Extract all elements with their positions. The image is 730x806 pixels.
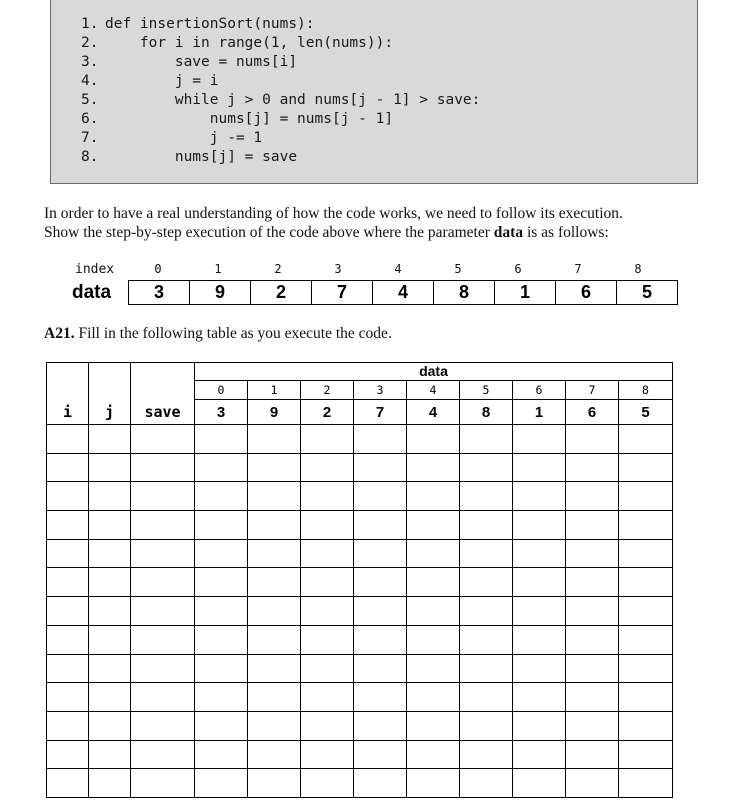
table-cell[interactable] — [47, 539, 89, 568]
code-listing — [50, 0, 698, 184]
array-value: 9 — [190, 281, 251, 305]
table-cell[interactable] — [89, 453, 131, 482]
table-cell[interactable] — [131, 453, 195, 482]
table-cell[interactable] — [248, 683, 301, 712]
table-cell[interactable] — [513, 539, 566, 568]
table-cell[interactable] — [89, 711, 131, 740]
table-cell[interactable] — [407, 539, 460, 568]
table-cell[interactable] — [566, 625, 619, 654]
table-index: 0 — [195, 381, 248, 400]
table-cell[interactable] — [354, 482, 407, 511]
table-cell[interactable] — [301, 597, 354, 626]
table-cell[interactable] — [619, 539, 673, 568]
data-array — [128, 280, 678, 305]
table-cell[interactable] — [248, 769, 301, 798]
table-cell[interactable] — [47, 625, 89, 654]
table-cell[interactable] — [513, 482, 566, 511]
table-cell[interactable] — [566, 711, 619, 740]
table-cell[interactable] — [195, 539, 248, 568]
table-cell[interactable] — [248, 511, 301, 540]
question-a21: A21. Fill in the following table as you execute the code. — [44, 325, 392, 342]
table-cell[interactable] — [619, 597, 673, 626]
table-cell[interactable] — [566, 539, 619, 568]
table-cell[interactable] — [619, 711, 673, 740]
table-cell[interactable] — [301, 711, 354, 740]
table-cell[interactable] — [248, 625, 301, 654]
table-cell[interactable] — [89, 654, 131, 683]
table-cell[interactable] — [47, 425, 89, 454]
table-cell[interactable] — [131, 711, 195, 740]
table-cell[interactable] — [131, 597, 195, 626]
table-cell[interactable] — [47, 453, 89, 482]
table-cell[interactable] — [460, 711, 513, 740]
table-row — [47, 683, 673, 712]
table-cell[interactable] — [195, 597, 248, 626]
table-cell[interactable] — [47, 511, 89, 540]
array-index: 7 — [574, 262, 582, 276]
table-cell[interactable] — [354, 625, 407, 654]
table-cell[interactable] — [248, 740, 301, 769]
table-initial-value: 8 — [460, 400, 513, 425]
table-cell[interactable] — [195, 740, 248, 769]
table-cell[interactable] — [195, 511, 248, 540]
table-cell[interactable] — [566, 511, 619, 540]
table-cell[interactable] — [47, 654, 89, 683]
table-row — [47, 482, 673, 511]
array-value: 2 — [251, 281, 312, 305]
table-cell[interactable] — [619, 568, 673, 597]
table-cell[interactable] — [195, 482, 248, 511]
table-cell[interactable] — [131, 511, 195, 540]
array-value: 4 — [373, 281, 434, 305]
table-cell[interactable] — [89, 740, 131, 769]
array-index: 2 — [274, 262, 282, 276]
table-cell[interactable] — [619, 425, 673, 454]
table-cell[interactable] — [354, 597, 407, 626]
table-cell[interactable] — [195, 683, 248, 712]
column-header-data: data — [195, 363, 673, 381]
table-cell[interactable] — [619, 654, 673, 683]
table-cell[interactable] — [301, 769, 354, 798]
data-label: data — [72, 282, 112, 303]
array-value: 7 — [312, 281, 373, 305]
table-initial-value: 4 — [407, 400, 460, 425]
code-line: 8. nums[j] = save — [81, 149, 298, 165]
table-cell[interactable] — [89, 568, 131, 597]
table-cell[interactable] — [407, 568, 460, 597]
table-cell[interactable] — [354, 568, 407, 597]
table-cell[interactable] — [460, 482, 513, 511]
code-line: 6. nums[j] = nums[j - 1] — [81, 111, 394, 127]
array-index: 6 — [514, 262, 522, 276]
table-cell[interactable] — [195, 625, 248, 654]
table-cell[interactable] — [407, 625, 460, 654]
table-row — [47, 769, 673, 798]
table-cell[interactable] — [301, 625, 354, 654]
code-line: 4. j = i — [81, 73, 219, 89]
table-cell[interactable] — [195, 654, 248, 683]
table-cell[interactable] — [89, 769, 131, 798]
table-cell[interactable] — [47, 740, 89, 769]
table-cell[interactable] — [354, 654, 407, 683]
table-cell[interactable] — [47, 482, 89, 511]
table-cell[interactable] — [131, 568, 195, 597]
table-cell[interactable] — [460, 769, 513, 798]
table-cell[interactable] — [195, 425, 248, 454]
intro-line-1: In order to have a real understanding of how the code works, we need to follow its execution. — [44, 205, 623, 222]
table-row — [47, 625, 673, 654]
table-cell[interactable] — [407, 711, 460, 740]
table-cell[interactable] — [354, 425, 407, 454]
table-cell[interactable] — [301, 740, 354, 769]
table-cell[interactable] — [513, 711, 566, 740]
table-initial-value: 2 — [301, 400, 354, 425]
array-index: 3 — [334, 262, 342, 276]
table-cell[interactable] — [513, 568, 566, 597]
table-row — [47, 425, 673, 454]
table-cell[interactable] — [89, 683, 131, 712]
table-cell[interactable] — [195, 769, 248, 798]
table-cell[interactable] — [513, 740, 566, 769]
column-header-j: j — [89, 363, 131, 425]
table-row — [47, 511, 673, 540]
table-cell[interactable] — [47, 769, 89, 798]
table-cell[interactable] — [407, 654, 460, 683]
table-cell[interactable] — [248, 453, 301, 482]
table-cell[interactable] — [131, 654, 195, 683]
table-cell[interactable] — [131, 539, 195, 568]
table-cell[interactable] — [460, 597, 513, 626]
table-initial-value: 9 — [248, 400, 301, 425]
table-cell[interactable] — [619, 625, 673, 654]
table-row — [47, 654, 673, 683]
table-index: 1 — [248, 381, 301, 400]
table-cell[interactable] — [619, 769, 673, 798]
table-cell[interactable] — [131, 683, 195, 712]
table-cell[interactable] — [195, 568, 248, 597]
table-cell[interactable] — [460, 539, 513, 568]
table-cell[interactable] — [407, 482, 460, 511]
table-row — [47, 568, 673, 597]
column-header-save: save — [131, 363, 195, 425]
table-cell[interactable] — [248, 482, 301, 511]
table-cell[interactable] — [460, 654, 513, 683]
table-cell[interactable] — [566, 654, 619, 683]
table-cell[interactable] — [195, 711, 248, 740]
table-cell[interactable] — [407, 511, 460, 540]
table-cell[interactable] — [47, 711, 89, 740]
table-cell[interactable] — [354, 453, 407, 482]
array-index: 8 — [634, 262, 642, 276]
array-index: 5 — [454, 262, 462, 276]
table-initial-value: 7 — [354, 400, 407, 425]
table-cell[interactable] — [460, 511, 513, 540]
table-cell[interactable] — [131, 482, 195, 511]
table-cell[interactable] — [301, 425, 354, 454]
array-value: 6 — [556, 281, 617, 305]
table-initial-value: 3 — [195, 400, 248, 425]
table-cell[interactable] — [301, 482, 354, 511]
table-cell[interactable] — [354, 511, 407, 540]
table-cell[interactable] — [566, 769, 619, 798]
table-cell[interactable] — [407, 769, 460, 798]
table-cell[interactable] — [460, 683, 513, 712]
table-index: 5 — [460, 381, 513, 400]
table-index: 6 — [513, 381, 566, 400]
array-index: 0 — [154, 262, 162, 276]
table-index: 2 — [301, 381, 354, 400]
table-cell[interactable] — [566, 453, 619, 482]
table-cell[interactable] — [513, 597, 566, 626]
table-cell[interactable] — [354, 740, 407, 769]
table-row — [47, 711, 673, 740]
table-cell[interactable] — [513, 511, 566, 540]
table-cell[interactable] — [566, 425, 619, 454]
code-line: 5. while j > 0 and nums[j - 1] > save: — [81, 92, 481, 108]
table-cell[interactable] — [513, 625, 566, 654]
table-cell[interactable] — [131, 740, 195, 769]
table-cell[interactable] — [619, 740, 673, 769]
table-cell[interactable] — [248, 568, 301, 597]
table-cell[interactable] — [460, 625, 513, 654]
table-cell[interactable] — [619, 453, 673, 482]
code-line: 2. for i in range(1, len(nums)): — [81, 35, 394, 51]
array-index: 4 — [394, 262, 402, 276]
table-row — [47, 740, 673, 769]
table-cell[interactable] — [407, 740, 460, 769]
table-row — [47, 597, 673, 626]
array-value: 3 — [129, 281, 190, 305]
table-cell[interactable] — [513, 453, 566, 482]
table-cell[interactable] — [407, 453, 460, 482]
table-cell[interactable] — [354, 711, 407, 740]
table-cell[interactable] — [407, 597, 460, 626]
table-cell[interactable] — [89, 539, 131, 568]
table-cell[interactable] — [131, 625, 195, 654]
table-cell[interactable] — [460, 740, 513, 769]
table-row — [47, 539, 673, 568]
table-cell[interactable] — [301, 511, 354, 540]
table-cell[interactable] — [248, 539, 301, 568]
table-cell[interactable] — [89, 425, 131, 454]
table-cell[interactable] — [566, 482, 619, 511]
table-cell[interactable] — [513, 425, 566, 454]
table-cell[interactable] — [513, 654, 566, 683]
table-cell[interactable] — [460, 453, 513, 482]
intro-paragraph — [44, 204, 704, 242]
table-cell[interactable] — [460, 425, 513, 454]
table-cell[interactable] — [248, 654, 301, 683]
table-cell[interactable] — [354, 769, 407, 798]
array-value: 8 — [434, 281, 495, 305]
table-cell[interactable] — [195, 453, 248, 482]
table-cell[interactable] — [407, 683, 460, 712]
table-cell[interactable] — [89, 597, 131, 626]
table-cell[interactable] — [47, 683, 89, 712]
table-cell[interactable] — [301, 539, 354, 568]
table-cell[interactable] — [566, 740, 619, 769]
table-cell[interactable] — [354, 683, 407, 712]
code-line: 3. save = nums[i] — [81, 54, 298, 70]
table-cell[interactable] — [301, 654, 354, 683]
table-cell[interactable] — [301, 453, 354, 482]
table-index: 7 — [566, 381, 619, 400]
table-cell[interactable] — [248, 597, 301, 626]
index-label: index — [75, 262, 115, 277]
table-index: 4 — [407, 381, 460, 400]
table-index: 8 — [619, 381, 673, 400]
table-cell[interactable] — [513, 683, 566, 712]
table-cell[interactable] — [566, 568, 619, 597]
code-line: 1. def insertionSort(nums): — [81, 16, 315, 32]
table-cell[interactable] — [460, 568, 513, 597]
table-cell[interactable] — [566, 683, 619, 712]
table-cell[interactable] — [513, 769, 566, 798]
table-initial-value: 1 — [513, 400, 566, 425]
table-cell[interactable] — [619, 683, 673, 712]
table-cell[interactable] — [354, 539, 407, 568]
table-cell[interactable] — [89, 625, 131, 654]
table-cell[interactable] — [47, 597, 89, 626]
table-cell[interactable] — [89, 511, 131, 540]
array-index: 1 — [214, 262, 222, 276]
table-index: 3 — [354, 381, 407, 400]
array-value: 5 — [617, 281, 678, 305]
trace-table — [46, 362, 673, 798]
table-cell[interactable] — [47, 568, 89, 597]
table-cell[interactable] — [131, 425, 195, 454]
table-cell[interactable] — [407, 425, 460, 454]
column-header-i: i — [47, 363, 89, 425]
array-value: 1 — [495, 281, 556, 305]
table-initial-value: 6 — [566, 400, 619, 425]
table-cell[interactable] — [131, 769, 195, 798]
table-cell[interactable] — [619, 482, 673, 511]
table-cell[interactable] — [301, 683, 354, 712]
code-line: 7. j -= 1 — [81, 130, 263, 146]
table-cell[interactable] — [301, 568, 354, 597]
table-initial-value: 5 — [619, 400, 673, 425]
table-cell[interactable] — [566, 597, 619, 626]
table-cell[interactable] — [619, 511, 673, 540]
table-cell[interactable] — [89, 482, 131, 511]
table-cell[interactable] — [248, 711, 301, 740]
intro-line-2: Show the step-by-step execution of the code above where the parameter data is as follows: — [44, 224, 609, 241]
table-cell[interactable] — [248, 425, 301, 454]
table-row — [47, 453, 673, 482]
